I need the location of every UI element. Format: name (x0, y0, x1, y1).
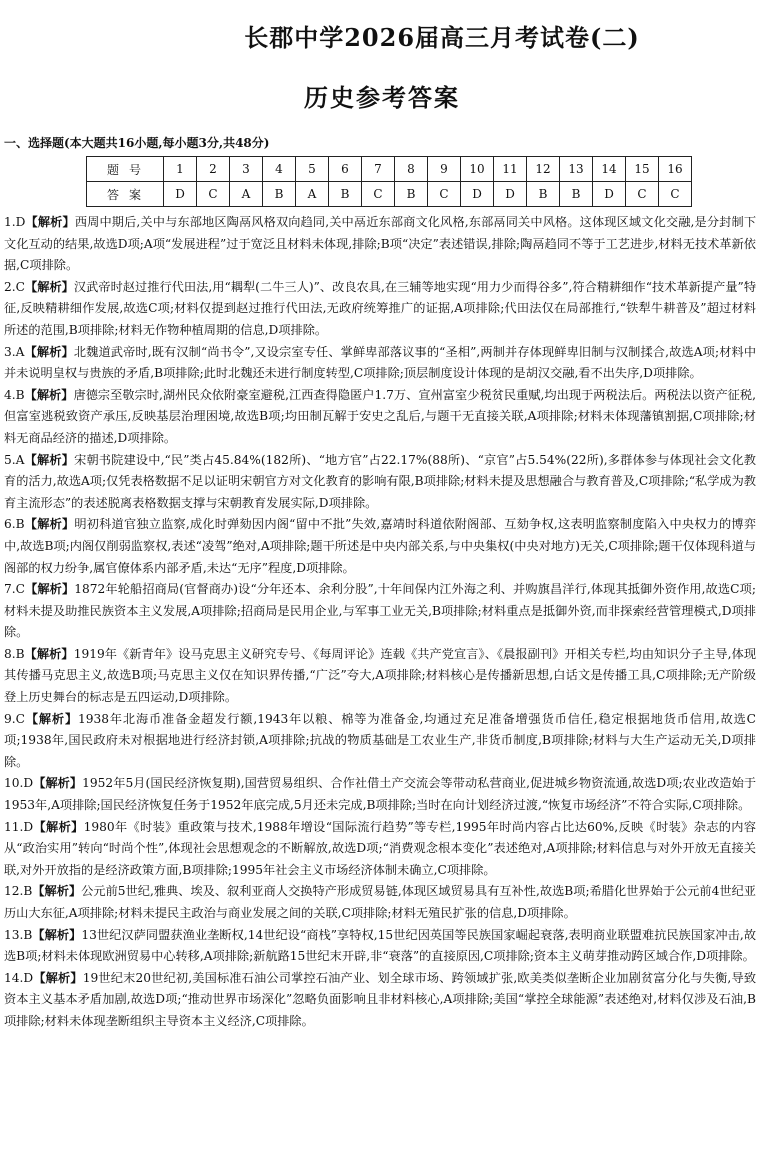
question-number: 13 (560, 157, 593, 182)
analysis-tag: 【解析】 (33, 970, 83, 985)
answer-cell: D (164, 182, 197, 207)
school-title: 长郡中学2026届高三月考试卷(二) (244, 23, 640, 52)
item-number: 7.C (4, 582, 25, 597)
answer-row (87, 182, 692, 207)
question-number: 10 (461, 157, 494, 182)
question-number: 3 (230, 157, 263, 182)
item-text: 19世纪末20世纪初,美国标准石油公司掌控石油产业、划全球市场、跨领域扩张,欧美类似垄断企业加剧贫富分化与失衡,导致资本主义基本矛盾加剧,故选D项;“推动世界市场深化”忽略负面影响且非材料核心,A项排除;美国“掌控全球能源”表述绝对,材料仅涉及石油,B项排除;材料未体现垄断组织主导资本主义经济,C项排除。 (4, 970, 757, 1028)
question-number: 2 (197, 157, 230, 182)
answer-cell: C (428, 182, 461, 207)
item-number: 11.D (4, 819, 34, 834)
question-number: 11 (494, 157, 527, 182)
analysis-tag: 【解析】 (24, 517, 75, 532)
question-number: 15 (626, 157, 659, 182)
item-text: 13世纪汉萨同盟获渔业垄断权,14世纪设“商栈”享特权,15世纪因英国等民族国家崛起衰落,表明商业联盟难抗民族国家冲击,故选B项;材料未体现欧洲贸易中心转移,A项排除;新航路15世纪末开辟,非“衰落”的直接原因,C项排除;资本主义萌芽推动跨区域合作,D项排除。 (4, 927, 757, 964)
item-text: 明初科道官独立监察,成化时弹劾因内阁“留中不批”失效,嘉靖时科道依附阁部、互劾争权,这表明监察制度陷入中央权力的博弈中,故选B项;内阁仅削弱监察权,表述“凌驾”绝对,A项排除;题干所述是中央内部关系,与中央集权(中央对地方)无关,C项排除;题干仅体现科道与阁部的权力纷争,属官僚体系内部矛盾,未达“无序”程度,D项排除。 (4, 517, 757, 575)
answer-cell: B (560, 182, 593, 207)
explanation-item (4, 450, 756, 515)
question-number: 16 (659, 157, 692, 182)
item-number: 14.D (4, 970, 34, 985)
document-title: 历史参考答案 (304, 83, 460, 112)
explanation-item (4, 968, 756, 1033)
explanation-item (4, 925, 756, 968)
analysis-tag: 【解析】 (24, 279, 74, 294)
item-number: 13.B (4, 927, 33, 942)
answer-cell: A (230, 182, 263, 207)
analysis-tag: 【解析】 (33, 776, 83, 791)
question-number: 7 (362, 157, 395, 182)
explanation-list (4, 212, 756, 1033)
explanation-item (4, 773, 756, 816)
answer-cell: C (659, 182, 692, 207)
answer-cell: C (362, 182, 395, 207)
item-text: 公元前5世纪,雅典、埃及、叙利亚商人交换特产形成贸易链,体现区域贸易具有互补性,故选B项;希腊化世界始于公元前4世纪亚历山大东征,A项排除;材料未提民主政治与商业发展之间的关联,C项排除;材料无殖民扩张的信息,D项排除。 (4, 884, 756, 920)
explanation-item (4, 514, 756, 579)
answer-cell: A (296, 182, 329, 207)
answer-cell: B (395, 182, 428, 207)
answer-cell: D (461, 182, 494, 207)
item-text: 北魏道武帝时,既有汉制“尚书令”,又设宗室专任、掌鲜卑部落议事的“圣相”,两制并存体现鲜卑旧制与汉制揉合,故选A项;材料中并未说明皇权与贵族的矛盾,B项排除;此时北魏还未进行制度转型,C项排除;顶层制度设计体现的是胡汉交融,看不出失序,D项排除。 (4, 344, 757, 381)
analysis-tag: 【解析】 (24, 646, 74, 661)
analysis-tag: 【解析】 (33, 819, 84, 834)
explanation-item (4, 881, 756, 924)
explanation-item (4, 277, 756, 342)
answer-cell: C (197, 182, 230, 207)
item-number: 1.D (4, 215, 26, 229)
item-number: 2.C (4, 279, 25, 294)
answer-cell: D (593, 182, 626, 207)
analysis-tag: 【解析】 (32, 884, 82, 899)
item-text: 西周中期后,关中与东部地区陶鬲风格双向趋同,关中鬲近东部商文化风格,东部鬲同关中风格。这体现区域文化交融,是分封制下文化互动的结果,故选D项;A项“发展进程”过于宽泛且材料未体现,排除;B项“决定”表述错误,排除;陶鬲趋同不等于工艺进步,材料无技术革新依据,C项排除。 (4, 215, 757, 273)
row-label-answer: 答案 (87, 182, 164, 207)
explanation-item (4, 579, 756, 644)
explanation-item (4, 385, 756, 450)
item-number: 9.C (4, 711, 25, 726)
analysis-tag: 【解析】 (24, 452, 75, 467)
analysis-tag: 【解析】 (24, 711, 78, 726)
section-heading: 一、选择题(本大题共16小题,每小题3分,共48分) (4, 136, 270, 150)
analysis-tag: 【解析】 (24, 387, 74, 402)
explanation-item (4, 342, 756, 385)
item-number: 8.B (4, 646, 25, 661)
answer-cell: B (263, 182, 296, 207)
explanation-item (4, 644, 756, 709)
item-text: 宋朝书院建设中,“民”类占45.84%(182所)、“地方官”占22.17%(88所)、“京官”占5.54%(22所),多群体参与体现社会文化教育的活力,故选A项;仅凭表格数据不足以证明宋朝官方对文化教育的影响有限,B项排除;材料未提及思想融合与教育普及,C项排除;“私学成为教育主流形态”的表述脱离表格数据支撑与宋朝教育发展实际,D项排除。 (4, 452, 756, 510)
item-number: 4.B (4, 387, 25, 402)
item-text: 1919年《新青年》设马克思主义研究专号、《每周评论》连载《共产党宣言》、《晨报副刊》开相关专栏,均由知识分子主导,体现其传播马克思主义,故选B项;马克思主义仅在知识界传播,“广泛”夸大,A项排除;材料核心是传播新思想,白话文是传播工具,C项排除;无产阶级登上历史舞台的标志是五四运动,D项排除。 (4, 646, 757, 705)
analysis-tag: 【解析】 (24, 344, 74, 359)
row-label-number: 题号 (87, 157, 164, 182)
item-number: 5.A (4, 452, 25, 467)
question-number: 1 (164, 157, 197, 182)
answer-cell: B (329, 182, 362, 207)
item-number: 6.B (4, 517, 25, 532)
item-text: 1938年北海币准备金超发行额,1943年以粮、棉等为准备金,均通过充足准备增强货币信任,稳定根据地货币信用,故选C项;1938年,国民政府未对根据地进行经济封锁,A项排除;抗战的物质基础是工农业生产,非货币制度,B项排除;材料与大生产运动无关,D项排除。 (4, 711, 757, 769)
question-number: 8 (395, 157, 428, 182)
question-number: 5 (296, 157, 329, 182)
question-number: 6 (329, 157, 362, 182)
question-number: 14 (593, 157, 626, 182)
question-number: 4 (263, 157, 296, 182)
item-text: 1872年轮船招商局(官督商办)设“分年还本、余利分股”,十年间保内江外海之利、并购旗昌洋行,体现其抵御外资作用,故选C项;材料未提及助推民族资本主义发展,A项排除;招商局是民用企业,与军事工业无关,B项排除;材料重点是抵御外资,而非探索经营管理模式,D项排除。 (4, 582, 757, 640)
analysis-tag: 【解析】 (25, 215, 75, 229)
analysis-tag: 【解析】 (32, 927, 82, 942)
item-number: 10.D (4, 776, 34, 791)
explanation-item (4, 709, 756, 774)
item-text: 汉武帝时赵过推行代田法,用“耦犁(二牛三人)”、改良农具,在三辅等地实现“用力少而得谷多”,符合精耕细作“技术革新提产量”特征,反映精耕细作发展,故选C项;材料仅提到赵过推行代田法,无政府统筹推广的证据,A项排除;代田法仅在局部推行,“铁犁牛耕普及”超过材料所述的范围,B项排除;材料无作物种植周期的信息,D项排除。 (4, 279, 757, 337)
explanation-item (4, 817, 756, 882)
answer-table (86, 156, 692, 207)
item-text: 唐德宗至敬宗时,湖州民众依附豪室避税,江西查得隐匿户1.7万、宣州富室少税贫民重赋,均出现于两税法后。两税法以资产征税,但富室逃税致资产承压,反映基层治理困境,故选B项;均田制瓦解于安史之乱后,与题干无直接关联,A项排除;材料未体现藩镇割据,C项排除;材料无商品经济的描述,D项排除。 (4, 387, 756, 445)
answer-cell: B (527, 182, 560, 207)
item-text: 1980年《时装》重政策与技术,1988年增设“国际流行趋势”等专栏,1995年时尚内容占比达60%,反映《时装》杂志的内容从“政治实用”转向“时尚个性”,体现社会思想观念的不断解放,故选D项;“消费观念根本变化”表述绝对,A项排除;材料信息与对外开放无直接关联,对外开放指的是经济政策方面,B项排除;1995年社会主义市场经济体制未确立,C项排除。 (4, 819, 756, 877)
answer-cell: C (626, 182, 659, 207)
question-number-row (87, 157, 692, 182)
item-text: 1952年5月(国民经济恢复期),国营贸易组织、合作社借土产交流会等带动私营商业,促进城乡物资流通,故选D项;农业改造始于1953年,A项排除;国民经济恢复任务于1952年底完成,5月还未完成,B项排除;当时在向计划经济过渡,“恢复市场经济”不符合实际,C项排除。 (4, 776, 757, 813)
explanation-item (4, 212, 756, 277)
analysis-tag: 【解析】 (24, 582, 75, 597)
question-number: 9 (428, 157, 461, 182)
answer-cell: D (494, 182, 527, 207)
item-number: 3.A (4, 344, 25, 359)
item-number: 12.B (4, 884, 33, 899)
question-number: 12 (527, 157, 560, 182)
